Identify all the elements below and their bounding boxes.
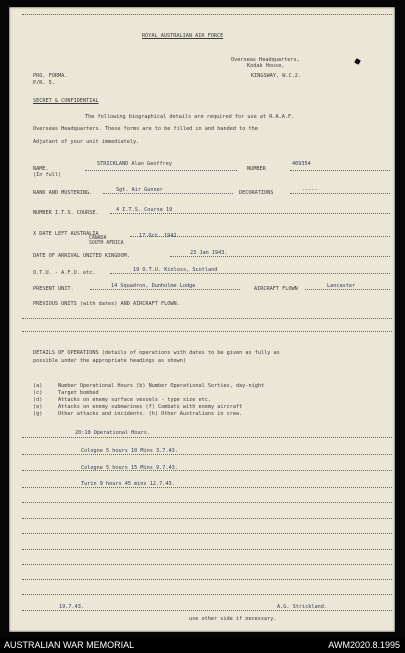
decorations-label: DECORATIONS (239, 190, 274, 196)
arrival-label: DATE OF ARRIVAL UNITED KINGDOM. (33, 253, 130, 259)
otu-value: 19 O.T.U. Kinloss, Scotland (133, 267, 218, 273)
ruled-line (290, 170, 390, 171)
ruled-line (22, 533, 392, 534)
arrival-value: 23 Jan 1943. (190, 250, 228, 256)
ruled-line (170, 256, 390, 257)
ruled-line (103, 193, 233, 194)
instruction-line-2: Overseas Headquarters. These forms are to be filled in and handed to the (33, 126, 258, 132)
heading-text: Attacks on enemy submarines (f) Combats with enemy aircraft (58, 404, 243, 410)
classification: SECRET & CONFIDENTIAL (33, 98, 99, 104)
number-label: NUMBER (247, 166, 266, 172)
date-left-value: 17 Oct. 1942 (139, 233, 177, 239)
ruled-line (290, 193, 390, 194)
date-left-label: X DATE LEFT AUSTRALIA (33, 231, 99, 237)
heading-key: (e) (33, 404, 43, 410)
ruled-line (110, 273, 390, 274)
signature: A.G. Strickland. (277, 604, 327, 610)
form-id-line-1: PRO. FORMA. (33, 73, 68, 79)
overleaf-note: use other side if necessary. (189, 616, 277, 622)
ruled-line (22, 454, 392, 455)
decorations-value: ----- (302, 187, 318, 193)
accession-number: AWM2020.8.1995 (328, 640, 400, 650)
archive-footer (0, 638, 405, 653)
ruled-line (22, 549, 392, 550)
address-line-1: Overseas Headquarters, (231, 57, 300, 63)
form-id-line-2: P/R. 5. (33, 80, 55, 86)
name-value: STRICKLAND Alan Geoffrey (97, 161, 172, 167)
present-unit-label: PRESENT UNIT. (33, 286, 74, 292)
date-signed: 19.7.43. (59, 604, 84, 610)
number-value: 409354 (292, 161, 311, 167)
aircraft-label: AIRCRAFT FLOWN (254, 286, 298, 292)
instruction-line-3: Adjutant of your unit immediately. (33, 139, 140, 145)
ruled-line (110, 213, 390, 214)
heading-key: (d) (33, 397, 43, 403)
ruled-line (90, 289, 240, 290)
heading-text: Target bombed (58, 390, 99, 396)
punch-hole-mark (354, 58, 361, 65)
present-unit-value: 14 Squadron, Dunholme Lodge (111, 283, 196, 289)
name-sublabel: (In full) (33, 172, 62, 178)
operations-intro-line-1: DETAILS OF OPERATIONS (details of operations with dates to be given as fully as (33, 350, 280, 356)
address-line-2: Kodak House, (247, 63, 285, 69)
heading-text: Other attacks and incidents. (h) Other Australians in crew. (58, 411, 243, 417)
rank-label: RANK AND MUSTERING. (33, 190, 93, 196)
its-course-label: NUMBER I.T.S. COURSE. (33, 210, 99, 216)
ops-entry: Turin 9 hours 45 mins 12.7.43. (81, 481, 175, 487)
heading-key: (c) (33, 390, 43, 396)
ruled-line (22, 14, 392, 15)
heading-key: (a) (33, 383, 43, 389)
ruled-line (22, 318, 392, 319)
form-sheet (9, 7, 395, 632)
date-left-option-canada: CANADA (89, 236, 107, 241)
heading-text: Attacks on enemy surface vessels - type size etc. (58, 397, 212, 403)
ruled-line (22, 487, 392, 488)
ruled-line (22, 331, 392, 332)
ops-entry: Cologne 5 hours 15 Mins 9.7.43. (81, 465, 178, 471)
ruled-line (22, 579, 392, 580)
institution-name: AUSTRALIAN WAR MEMORIAL (4, 640, 135, 650)
aircraft-value: Lancaster (327, 283, 356, 289)
heading-key: (g) (33, 411, 43, 417)
ops-entry: Cologne 5 hours 10 Mins 3.7.43. (81, 448, 178, 454)
ruled-line (22, 502, 392, 503)
previous-units-label: PREVIOUS UNITS (with dates) AND AIRCRAFT FLOWN. (33, 301, 180, 307)
ops-entry: 20:10 Operational Hours. (75, 430, 150, 436)
instruction-line-1: The following biographical details are required for use at R.A.A.F. (85, 114, 295, 120)
ruled-line (22, 610, 392, 611)
date-left-option-south-africa: SOUTH AFRICA (89, 241, 124, 246)
rank-value: Sgt. Air Gunner (116, 187, 163, 193)
ruled-line (22, 518, 392, 519)
form-heading: ROYAL AUSTRALIAN AIR FORCE (142, 33, 224, 39)
ruled-line (22, 594, 392, 595)
ruled-line (22, 437, 392, 438)
address-line-3: KINGSWAY, W.C.2. (251, 73, 301, 79)
ruled-line (22, 564, 392, 565)
heading-text: Number Operational Hours (b) Number Operational Sorties, day-night (58, 383, 265, 389)
operations-intro-line-2: possible under the appropriate headings as shown) (33, 358, 187, 364)
ruled-line (22, 470, 392, 471)
ruled-line (130, 236, 390, 237)
ruled-line (85, 170, 237, 171)
name-label: NAME. (33, 166, 49, 172)
otu-label: O.T.U. - A.F.U. etc. (33, 270, 96, 276)
ruled-line (305, 289, 390, 290)
its-course-value: 4 I.T.S. Course 19 (116, 207, 173, 213)
